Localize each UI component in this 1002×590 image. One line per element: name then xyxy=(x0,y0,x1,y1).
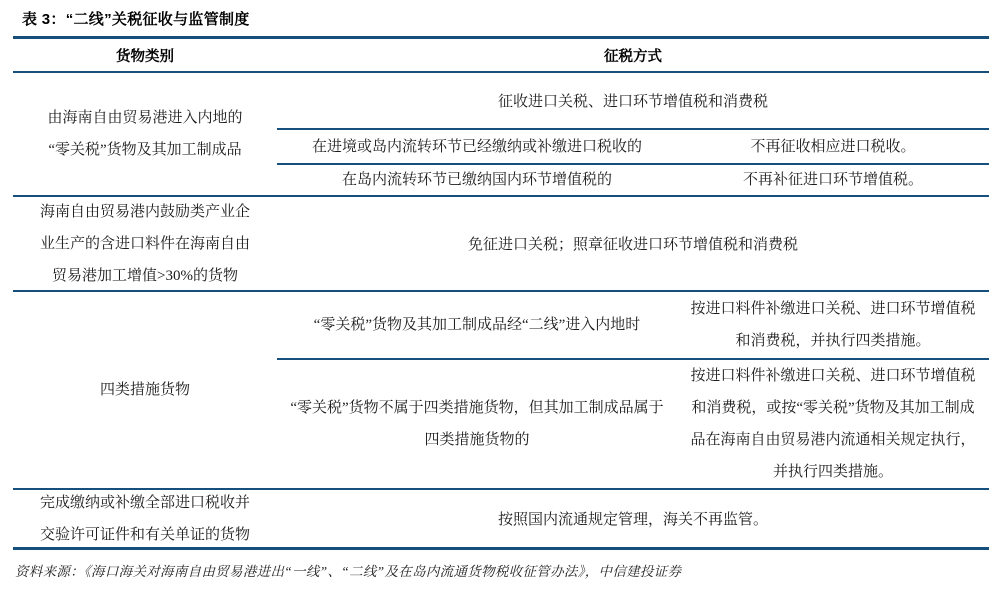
table-row-zero-tariff-goods xyxy=(13,73,989,197)
tax-method-text: 按照国内流通规定管理，海关不再监管。 xyxy=(497,512,768,528)
goods-category-cell xyxy=(13,197,277,290)
table-row-tax-paid-goods xyxy=(13,490,989,550)
category-line: 业生产的含进口料件在海南自由 xyxy=(39,235,250,252)
category-line: 完成缴纳或补缴全部进口税收并 xyxy=(39,494,250,511)
tax-method-cell xyxy=(277,490,989,547)
goods-category-cell xyxy=(13,292,277,488)
category-line: 四类措施货物 xyxy=(99,382,190,398)
tax-method-text: 征收进口关税、进口环节增值税和消费税 xyxy=(497,94,768,110)
subrow-paid-domestic-vat xyxy=(277,165,989,195)
result-cell: 不再征收相应进口税收。 xyxy=(750,138,916,155)
table-header-row xyxy=(13,39,989,73)
subrow-general-levy xyxy=(277,73,989,130)
tax-method-text: 免征进口关税；照章征收进口环节增值税和消费税 xyxy=(467,237,798,253)
category-line: 海南自由贸易港内鼓励类产业企 xyxy=(39,203,250,220)
tax-method-cell xyxy=(277,197,989,290)
subrow-paid-import-tax xyxy=(277,130,989,165)
condition-cell: “零关税”货物及其加工制成品经“二线”进入内地时 xyxy=(313,317,641,333)
tax-method-cell xyxy=(277,73,989,195)
table-row-encouraged-industry-goods xyxy=(13,197,989,292)
category-line: 贸易港加工增值>30%的货物 xyxy=(52,267,238,284)
subrow-exempt-duty xyxy=(277,197,989,290)
category-line: 由海南自由贸易港进入内地的 xyxy=(47,110,243,126)
header-goods-category: 货物类别 xyxy=(116,48,174,65)
goods-category-cell xyxy=(13,490,277,547)
condition-cell: “零关税”货物不属于四类措施货物，但其加工制成品属于四类措施货物的 xyxy=(290,400,664,448)
source-note: 资料来源：《海口海关对海南自由贸易港进出“一线”、“二线”及在岛内流通货物税收征管办法》，中信建投证券 xyxy=(15,564,682,579)
category-line: 交验许可证件和有关单证的货物 xyxy=(39,526,250,543)
subrow-processed-goods-in-category xyxy=(277,360,989,488)
result-cell: 按进口料件补缴进口关税、进口环节增值税和消费税，或按“零关税”货物及其加工制成品在海南自由贸易港内流通相关规定执行，并执行四类措施。 xyxy=(690,368,976,480)
result-cell: 不再补征进口环节增值税。 xyxy=(742,172,923,188)
result-cell: 按进口料件补缴进口关税、进口环节增值税和消费税，并执行四类措施。 xyxy=(690,301,976,349)
condition-cell: 在岛内流转环节已缴纳国内环节增值税的 xyxy=(341,172,612,188)
header-tax-method: 征税方式 xyxy=(604,48,662,65)
subrow-processed-goods-entering xyxy=(277,292,989,360)
goods-category-cell xyxy=(13,73,277,195)
table-title: 表 3：“二线”关税征收与监管制度 xyxy=(22,11,250,28)
subrow-domestic-circulation xyxy=(277,490,989,547)
tariff-table xyxy=(13,39,989,550)
condition-cell: 在进境或岛内流转环节已经缴纳或补缴进口税收的 xyxy=(311,138,642,155)
tax-method-cell xyxy=(277,292,989,488)
category-line: “零关税”货物及其加工制成品 xyxy=(48,142,242,158)
table-row-four-measures-goods xyxy=(13,292,989,490)
